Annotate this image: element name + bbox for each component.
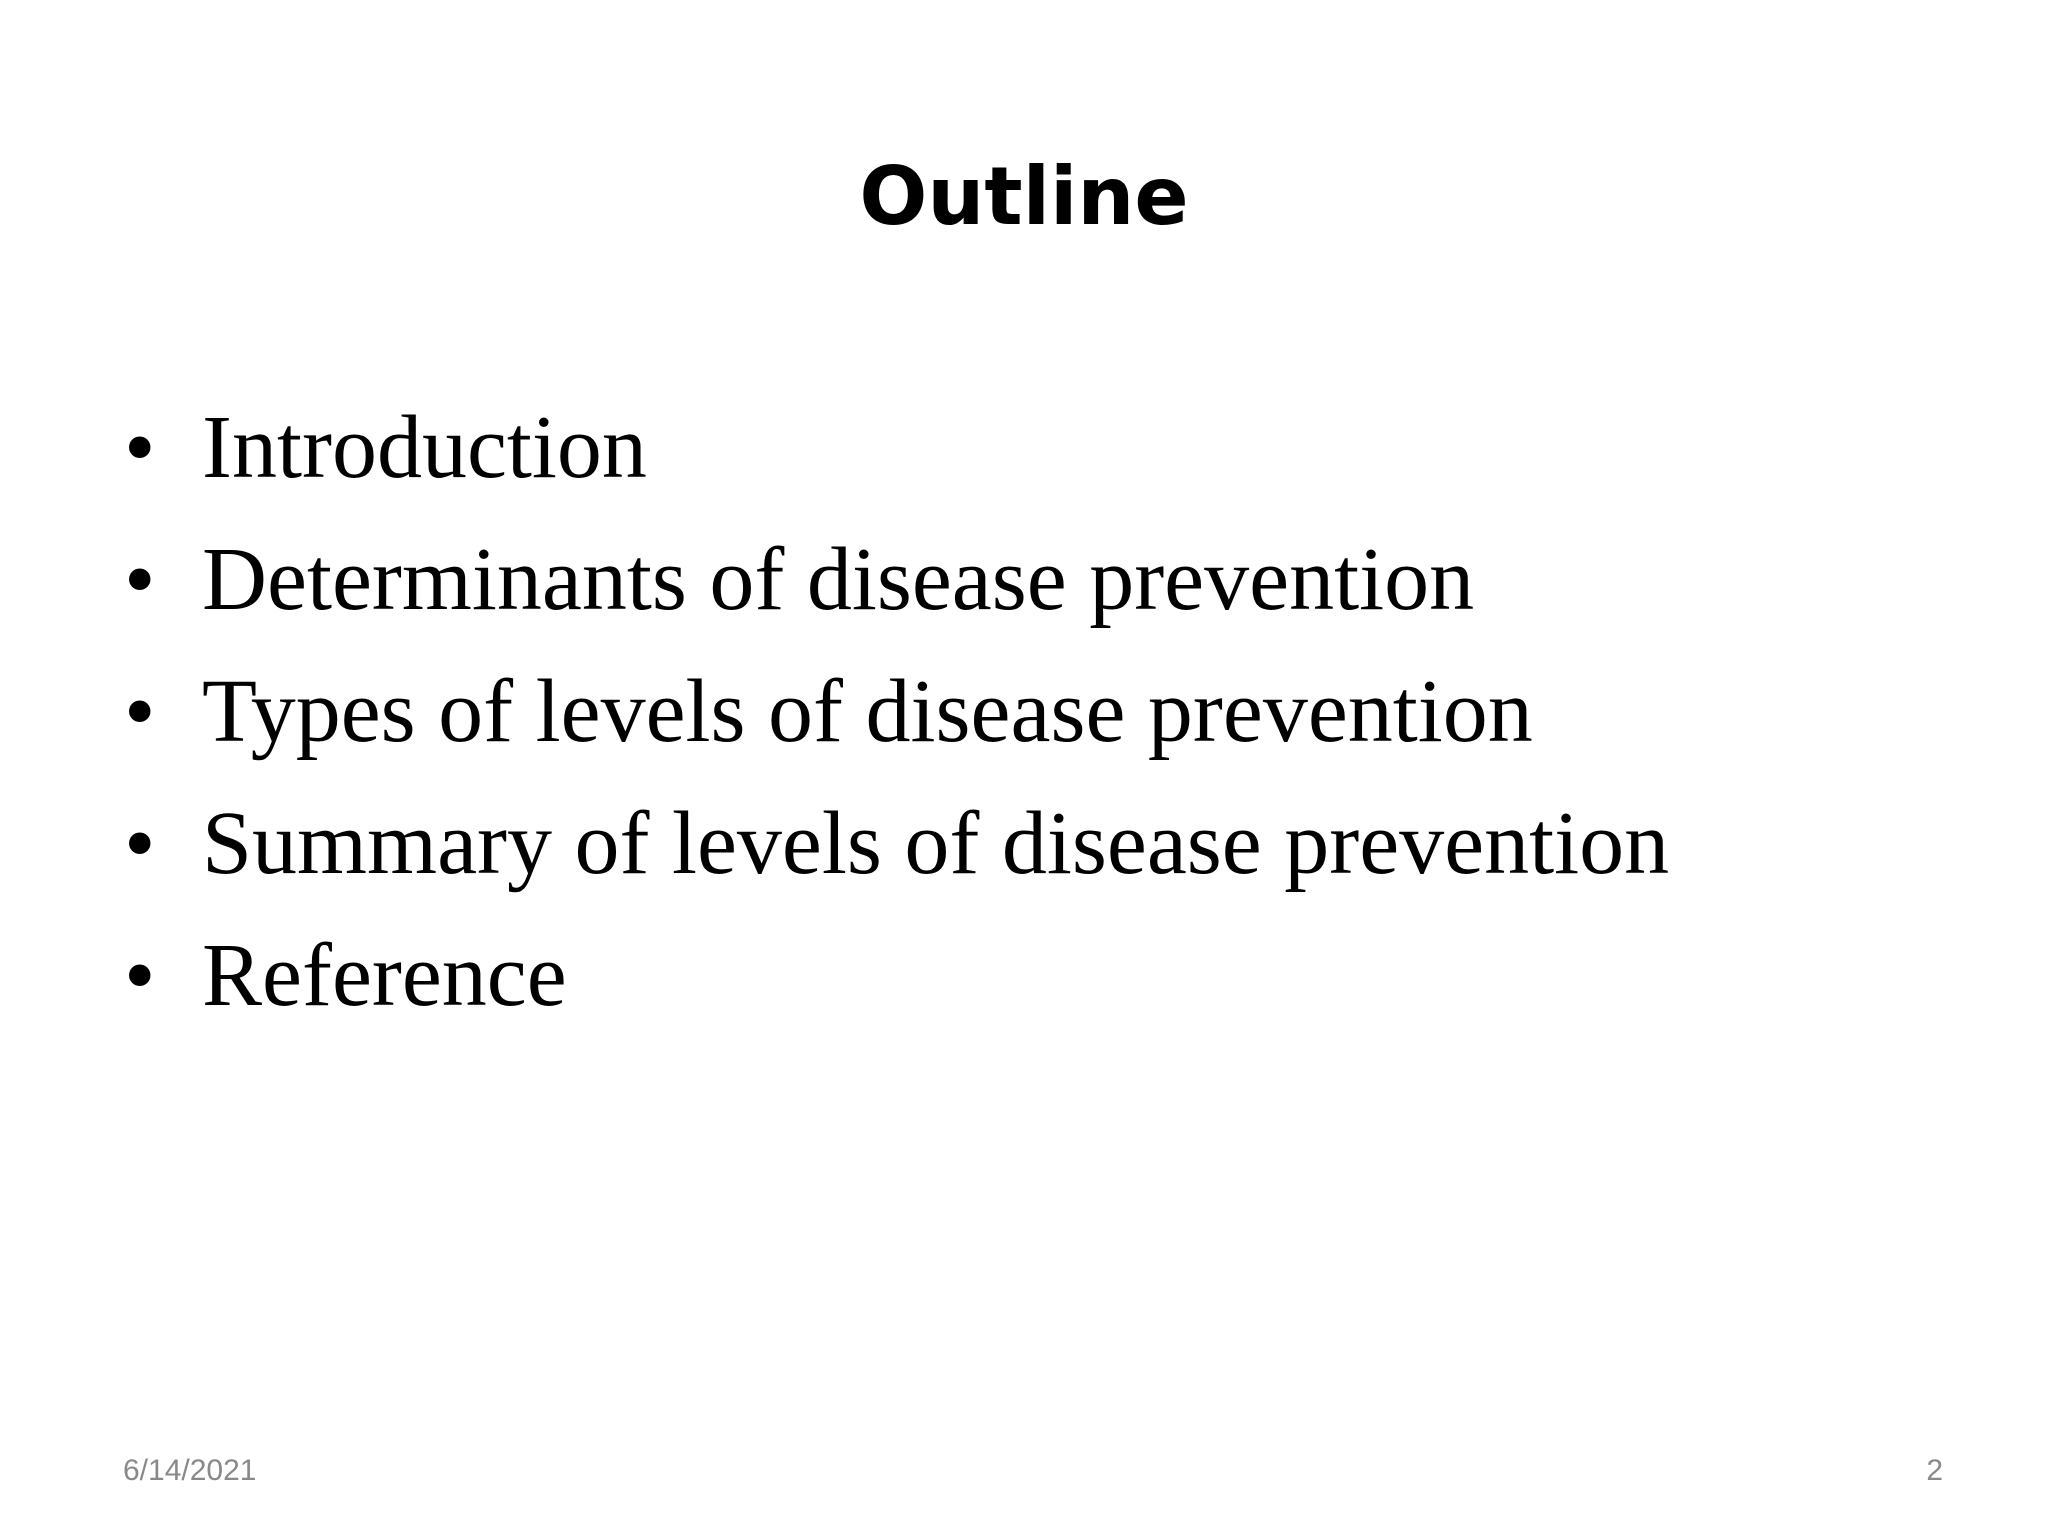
bullet-text: Reference bbox=[202, 926, 567, 1025]
list-item bbox=[120, 382, 2000, 514]
list-item bbox=[120, 514, 2000, 646]
bullet-list bbox=[120, 382, 2000, 1042]
bullet-icon: • bbox=[124, 398, 156, 497]
bullet-text: Types of levels of disease prevention bbox=[202, 662, 1533, 761]
bullet-icon: • bbox=[124, 662, 156, 761]
bullet-text: Determinants of disease prevention bbox=[202, 530, 1475, 629]
bullet-icon: • bbox=[124, 926, 156, 1025]
slide-title: Outline bbox=[859, 150, 1189, 243]
bullet-text: Summary of levels of disease prevention bbox=[202, 794, 1670, 893]
list-item bbox=[120, 646, 2000, 778]
bullet-icon: • bbox=[124, 530, 156, 629]
list-item bbox=[120, 910, 2000, 1042]
footer-date: 6/14/2021 bbox=[123, 1454, 257, 1487]
list-item bbox=[120, 778, 2000, 910]
bullet-icon: • bbox=[124, 794, 156, 893]
bullet-text: Introduction bbox=[202, 398, 647, 497]
page-number: 2 bbox=[1926, 1454, 1943, 1487]
